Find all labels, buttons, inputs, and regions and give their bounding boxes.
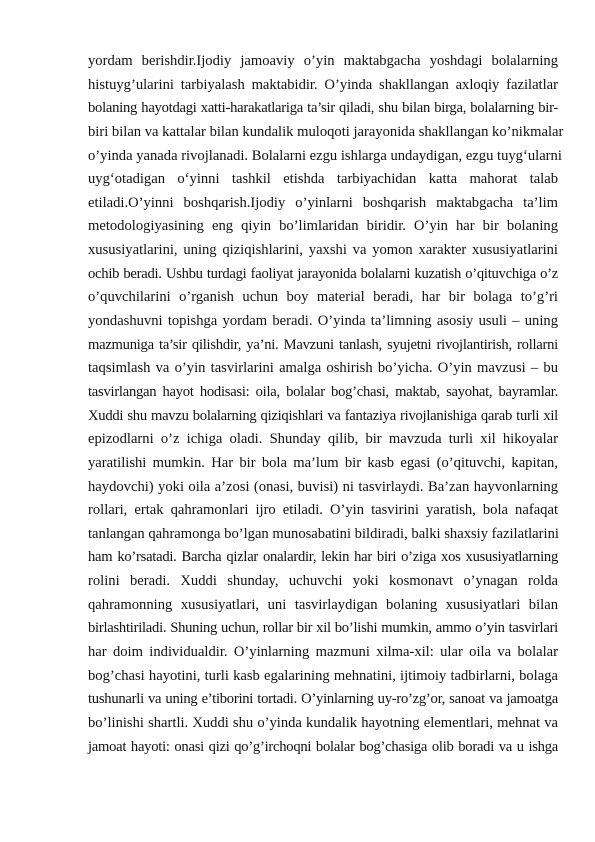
text-line: rolini beradi. Xuddi shunday, uchuvchi yoki kosmonavt o’ynagan rolda — [88, 573, 558, 590]
text-line: etiladi.O’yinni boshqarish.Ijodiy o’yinlarni boshqarish maktabgacha ta’lim — [88, 194, 558, 211]
text-line: yordam berishdir.Ijodiy jamoaviy o’yin maktabgacha yoshdagi bolalarning — [88, 53, 558, 69]
text-line: o’yinda yanada rivojlanadi. Bolalarni ezgu ishlarga undaydigan, ezgu tuyg‘ularni — [88, 147, 562, 164]
text-line: biri bilan va kattalar bilan kundalik muloqoti jarayonida shakllangan ko’nikmalar — [88, 123, 564, 140]
text-line: bo’linishi shartli. Xuddi shu o’yinda kundalik hayotning elementlari, mehnat va — [88, 714, 558, 731]
text-line: yondashuvni topishga yordam beradi. O’yinda ta’limning asosiy usuli – uning — [88, 313, 558, 330]
text-line: histuyg’ularini tarbiyalash maktabidir. O’yinda shakllangan axloqiy fazilatlar — [88, 76, 558, 93]
text-line: yaratilishi mumkin. Har bir bola ma’lum bir kasb egasi (o’qituvchi, kapitan, — [88, 454, 558, 471]
text-line: bolaning hayotdagi xatti-harakatlariga ta’sir qiladi, shu bilan birga, bolalarning bir- — [88, 100, 558, 117]
text-line: bog’chasi hayotini, turli kasb egalarining mehnatini, ijtimoiy tadbirlarni, bolaga — [88, 667, 558, 684]
text-line: har doim individualdir. O’yinlarning mazmuni xilma-xil: ular oila va bolalar — [88, 644, 558, 661]
text-line: epizodlarni o’z ichiga oladi. Shunday qilib, bir mavzuda turli xil hikoyalar — [88, 431, 558, 448]
text-line: o’quvchilarini o’rganish uchun boy material beradi, har bir bolaga to’g’ri — [88, 289, 558, 306]
text-line: tanlangan qahramonga bo’lgan munosabatini bildiradi, balki shaxsiy fazilatlarini — [88, 525, 559, 542]
text-line: ham ko’rsatadi. Barcha qizlar onalardir, lekin har biri o’ziga xos xususiyatlarning — [88, 549, 558, 566]
body-text — [88, 50, 564, 759]
text-line: jamoat hayoti: onasi qizi qo’g’irchoqni bolalar bog’chasiga olib boradi va u ishga — [88, 738, 558, 755]
text-line: birlashtiriladi. Shuning uchun, rollar bir xil bo’lishi mumkin, ammo o’yin tasvirlari — [88, 620, 558, 637]
text-line: taqsimlash va o’yin tasvirlarini amalga oshirish bo’yicha. O’yin mavzusi – bu — [88, 360, 558, 377]
text-line: Xuddi shu mavzu bolalarning qiziqishlari va fantaziya rivojlanishiga qarab turli xil — [88, 407, 558, 424]
text-line: tushunarli va uning e’tiborini tortadi. O’yinlarning uy-ro’zg’or, sanoat va jamoatga — [88, 691, 558, 708]
text-line: haydovchi) yoki oila a’zosi (onasi, buvisi) ni tasvirlaydi. Ba’zan hayvonlarning — [88, 478, 558, 495]
text-line: metodologiyasining eng qiyin bo’limlaridan biridir. O’yin har bir bolaning — [88, 218, 558, 235]
text-line: uyg‘otadigan o‘yinni tashkil etishda tarbiyachidan katta mahorat talab — [88, 171, 558, 188]
text-line: xususiyatlarini, uning qiziqishlarini, yaxshi va yomon xarakter xususiyatlarini — [88, 242, 558, 259]
text-line: qahramonning xususiyatlari, uni tasvirlaydigan bolaning xususiyatlari bilan — [88, 596, 558, 613]
text-line: tasvirlangan hayot hodisasi: oila, bolalar bog’chasi, maktab, sayohat, bayramlar. — [88, 383, 558, 400]
text-line: ochib beradi. Ushbu turdagi faoliyat jarayonida bolalarni kuzatish o’qituvchiga o’z — [88, 265, 558, 282]
text-line: rollari, ertak qahramonlari ijro etiladi. O’yin tasvirini yaratish, bola nafaqat — [88, 502, 558, 519]
text-line: mazmuniga ta’sir qilishdir, ya’ni. Mavzuni tanlash, syujetni rivojlantirish, rollarni — [88, 336, 558, 353]
